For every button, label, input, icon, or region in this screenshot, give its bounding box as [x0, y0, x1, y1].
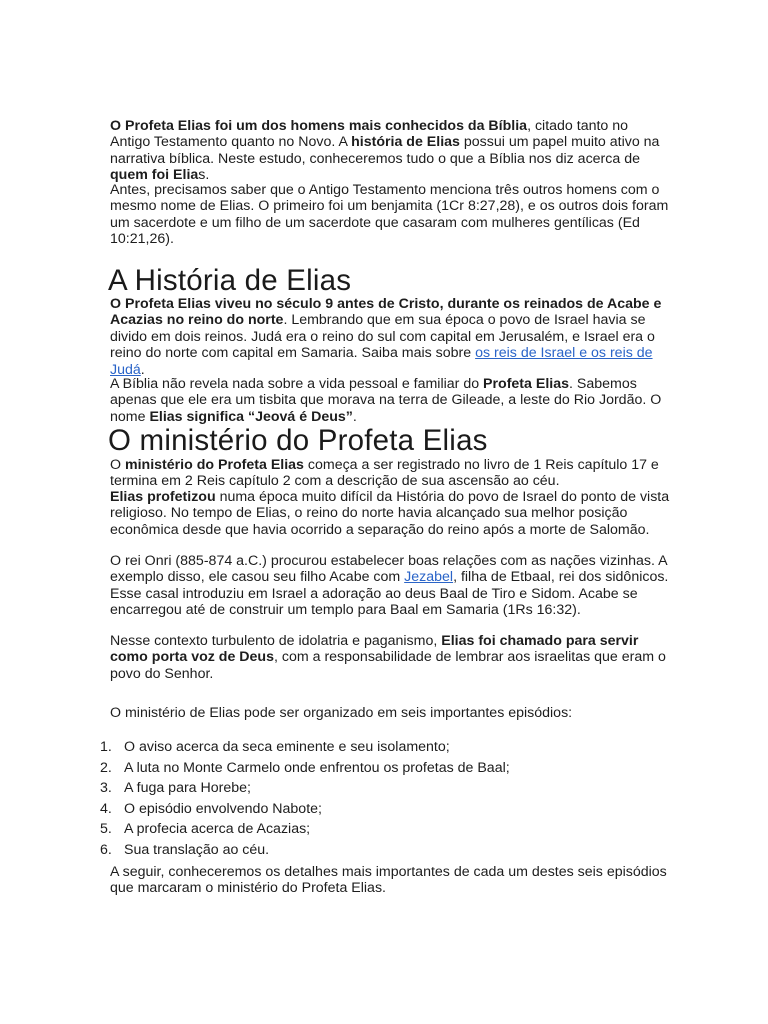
bold-text: Profeta Elias [483, 376, 569, 392]
ministerio-paragraph-3 [110, 553, 670, 619]
list-item-text: A profecia acerca de Acazias; [124, 821, 311, 838]
text-span: . Lembrando que em sua época o povo de Israel havia se divido em dois reinos. Judá era o reino do sul com capital em Jerusalém, e Israel era o reino do norte com capital em Samaria. Saiba mais sobre [110, 312, 655, 362]
list-number: 4. [100, 800, 112, 817]
ministerio-paragraph-6: A seguir, conheceremos os detalhes mais importantes de cada um destes seis episódios que marcaram o ministério do Profeta Elias. [110, 864, 667, 897]
list-item [82, 819, 642, 840]
historia-paragraph-2 [110, 376, 670, 425]
ministerio-paragraph-1 [110, 457, 670, 490]
text-span: . [140, 361, 145, 378]
ministerio-paragraph-5: O ministério de Elias pode ser organizado em seis importantes episódios: [110, 705, 573, 721]
bold-text: história de Elias [351, 134, 460, 151]
text-span: , filha de Etbaal, rei dos sidônicos. Esse casal introduziu em Israel a adoração ao deus Baal de Tiro e Sidom. Acabe se encarregou até de construir um templo para Baal em Samaria (1Rs 16:32). [110, 569, 669, 619]
text-span: numa época muito difícil da História do povo de Israel do ponto de vista religioso. No tempo de Elias, o reino do norte havia alcançado sua melhor posição econômica desde que havia ocorrido a separação do reino após a morte de Salomão. [110, 489, 670, 538]
text-span: , com a responsabilidade de lembrar aos israelitas que eram o povo do Senhor. [110, 649, 666, 682]
link-reis-israel-juda[interactable]: os reis de Israel e os reis de Judá [110, 345, 653, 378]
text-span: começa a ser registrado no livro de 1 Reis capítulo 17 e termina em 2 Reis capítulo 2 com a descrição de sua ascensão ao céu. [110, 457, 659, 490]
list-item-text: Sua translação ao céu. [124, 841, 270, 858]
bold-text: O Profeta Elias viveu no século 9 antes de Cristo, durante os reinados de Acabe e Acazias no reino do norte [110, 296, 662, 329]
list-item [82, 778, 642, 799]
text-span: A Bíblia não revela nada sobre a vida pessoal e familiar do [110, 376, 484, 392]
bold-text: Elias significa “Jeová é Deus” [149, 408, 353, 425]
list-item-text: A luta no Monte Carmelo onde enfrentou os profetas de Baal; [124, 759, 510, 776]
text-span: s. [198, 167, 210, 184]
text-span: O rei Onri (885-874 a.C.) procurou estabelecer boas relações com as nações vizinhas. A exemplo disso, ele casou seu filho Acabe com [110, 553, 667, 586]
text-span: . Sabemos apenas que ele era um tisbita que morava na terra de Gileade, a leste do Rio Jordão. O nome [110, 376, 662, 425]
list-number: 1. [100, 739, 112, 755]
text-span: Nesse contexto turbulento de idolatria e paganismo, [110, 633, 442, 649]
list-number: 2. [100, 759, 112, 776]
section-heading-historia: A História de Elias [108, 264, 352, 297]
episodes-list [82, 737, 642, 861]
list-item [82, 799, 642, 820]
list-number: 5. [100, 821, 112, 838]
list-item-text: O aviso acerca da seca eminente e seu isolamento; [124, 739, 450, 755]
list-item [82, 758, 642, 779]
list-number: 3. [100, 780, 112, 797]
text-span: . [352, 408, 357, 425]
ministerio-paragraph-2 [110, 489, 670, 538]
bold-text: Elias profetizou [110, 489, 216, 505]
list-item [82, 737, 642, 758]
intro-paragraph-1 [110, 118, 670, 184]
list-item [82, 840, 642, 861]
bold-text: Elias foi chamado para servir como porta voz de Deus [110, 633, 639, 666]
list-number: 6. [100, 841, 112, 858]
intro-paragraph-2: Antes, precisamos saber que o Antigo Testamento menciona três outros homens com o mesmo nome de Elias. O primeiro foi um benjamita (1Cr 8:27,28), e os outros dois foram um sacerdote e um filho de um sacerdote que casaram com mulheres gentílicas (Ed 10:21,26). [110, 182, 669, 248]
historia-paragraph-1 [110, 296, 670, 378]
list-item-text: O episódio envolvendo Nabote; [124, 800, 322, 817]
bold-text: ministério do Profeta Elias [124, 457, 304, 473]
text-span: possui um papel muito ativo na narrativa bíblica. Neste estudo, conheceremos tudo o que a Bíblia nos diz acerca de [110, 134, 660, 167]
text-span: O [110, 457, 125, 473]
link-jezabel[interactable]: Jezabel [404, 569, 454, 586]
section-heading-ministerio: O ministério do Profeta Elias [108, 424, 488, 457]
bold-text: O Profeta Elias foi um dos homens mais conhecidos da Bíblia [110, 118, 528, 134]
ministerio-paragraph-4 [110, 633, 670, 682]
list-item-text: A fuga para Horebe; [124, 780, 251, 797]
bold-text: quem foi Elia [110, 167, 199, 184]
text-span: , citado tanto no Antigo Testamento quanto no Novo. A [110, 118, 629, 151]
